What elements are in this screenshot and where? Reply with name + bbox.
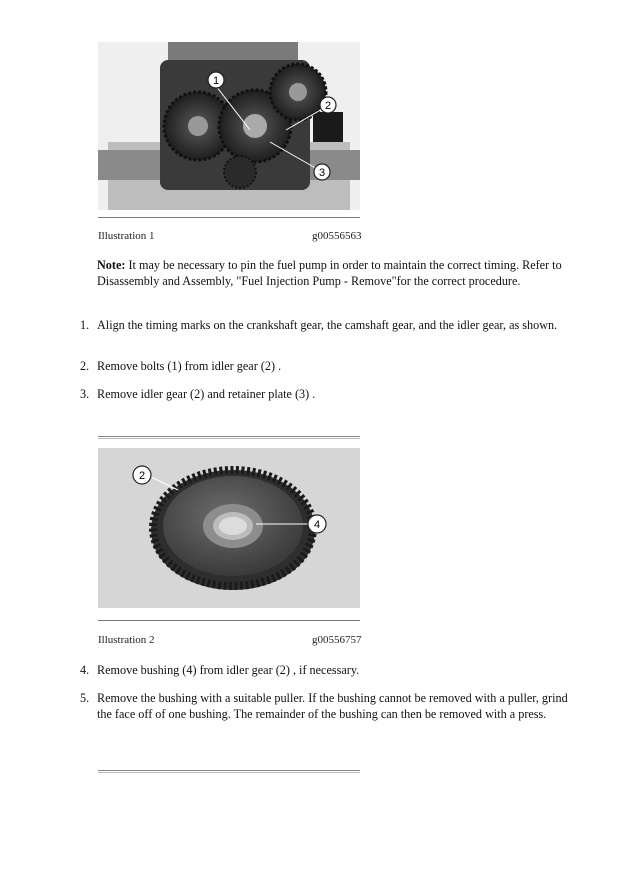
note-text: It may be necessary to pin the fuel pump in order to maintain the correct timing. Refer to Disassembly and Assembly, "Fuel Injection Pump - Remove"for the correct procedure. bbox=[97, 258, 562, 288]
step-1-text: Align the timing marks on the crankshaft gear, the camshaft gear, and the idler gear, as shown. bbox=[97, 318, 558, 332]
illustration-2-divider bbox=[98, 620, 360, 621]
step-2-text: Remove bolts (1) from idler gear (2) . bbox=[97, 359, 282, 373]
step-5-text: Remove the bushing with a suitable puller. If the bushing cannot be removed with a puller, grind the face off of one bushing. The remainder of the bushing can then be removed with a press. bbox=[97, 691, 568, 721]
step-5-number: 5. bbox=[80, 691, 90, 705]
callout-2-label: 2 bbox=[324, 100, 332, 112]
note-paragraph bbox=[97, 257, 567, 289]
callout-3-label: 3 bbox=[318, 167, 326, 179]
illustration-2-photo bbox=[98, 448, 360, 608]
step-3 bbox=[80, 386, 580, 402]
illustration-2-caption: Illustration 2 bbox=[98, 634, 155, 646]
step-4-text: Remove bushing (4) from idler gear (2) , if necessary. bbox=[97, 663, 360, 677]
illustration-1-photo bbox=[98, 42, 360, 210]
illustration-2-code: g00556757 bbox=[312, 634, 362, 646]
step-2-number: 2. bbox=[80, 359, 90, 373]
step-1-number: 1. bbox=[80, 318, 90, 332]
step-4 bbox=[80, 662, 580, 678]
step-5 bbox=[80, 690, 580, 722]
illustration-1-divider bbox=[98, 217, 360, 218]
step-1 bbox=[80, 317, 580, 333]
engine-gear-train-image bbox=[98, 42, 360, 210]
bottom-divider bbox=[98, 770, 360, 771]
illustration-1-code: g00556563 bbox=[312, 230, 362, 242]
step-3-number: 3. bbox=[80, 387, 90, 401]
step-4-number: 4. bbox=[80, 663, 90, 677]
callout-1-label: 1 bbox=[212, 75, 220, 87]
illustration-2-top-divider bbox=[98, 436, 360, 437]
note-label: Note: bbox=[97, 258, 126, 272]
step-3-text: Remove idler gear (2) and retainer plate (3) . bbox=[97, 387, 316, 401]
step-2 bbox=[80, 358, 580, 374]
illustration-1-caption: Illustration 1 bbox=[98, 230, 155, 242]
callout-4-label: 4 bbox=[313, 519, 321, 531]
idler-gear-image bbox=[98, 448, 360, 608]
callout-2b-label: 2 bbox=[138, 470, 146, 482]
